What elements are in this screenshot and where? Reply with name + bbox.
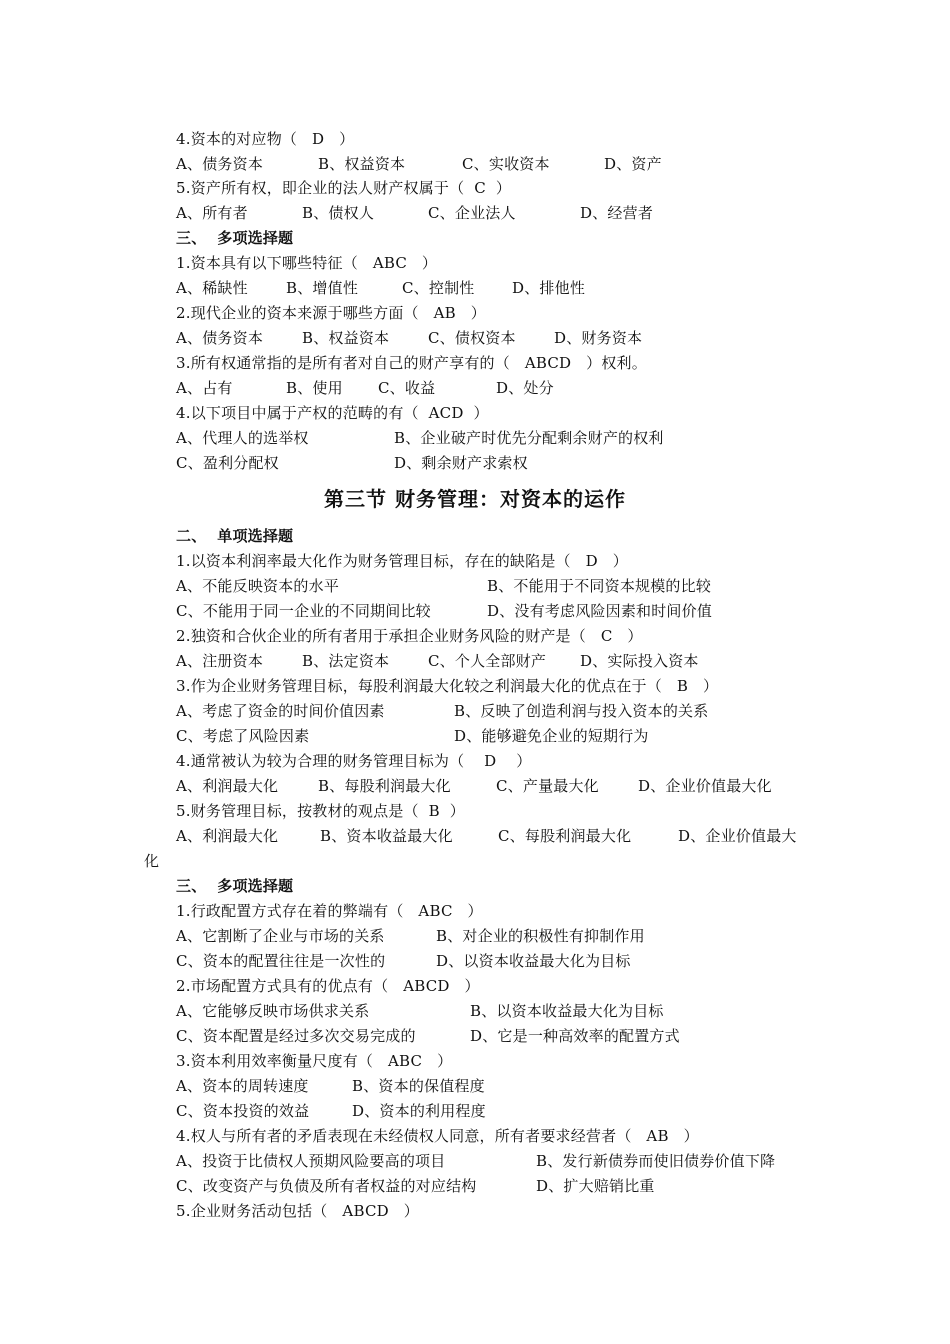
option-d: D、经营者 [580,204,654,222]
option-a: A、投资于比债权人预期风险要高的项目 [176,1152,446,1170]
option-a: A、债务资本 [176,329,264,347]
option-d: D、实际投入资本 [580,652,699,670]
option-b: D、剩余财产求索权 [394,454,528,472]
option-b: B、发行新债券而使旧债券价值下降 [536,1152,776,1170]
option-a: A、不能反映资本的水平 [176,577,340,595]
option-b: D、它是一种高效率的配置方式 [470,1027,680,1045]
wrapped-text: 化 [144,852,160,870]
option-c: C、企业法人 [428,204,516,222]
option-a: A、代理人的选举权 [176,429,309,447]
option-a: C、资本配置是经过多次交易完成的 [176,1027,416,1045]
option-c: C、产量最大化 [496,777,599,795]
question-text: 4.通常被认为较为合理的财务管理目标为（ D ） [176,752,532,770]
section-title: 第三节 财务管理：对资本的运作 [324,487,626,511]
question-text: 5.企业财务活动包括（ ABCD ） [176,1202,419,1220]
option-b: D、以资本收益最大化为目标 [436,952,631,970]
option-b: B、权益资本 [302,329,390,347]
question-text: 4.资本的对应物（ D ） [176,130,355,148]
question-text: 3.作为企业财务管理目标，每股利润最大化较之利润最大化的优点在于（ B ） [176,677,719,695]
subsection-heading: 三、 多项选择题 [176,229,294,247]
option-c: C、控制性 [402,279,475,297]
question-text: 4.权人与所有者的矛盾表现在未经债权人同意，所有者要求经营者（ AB ） [176,1127,699,1145]
option-b: B、权益资本 [318,155,406,173]
option-a: A、债务资本 [176,155,264,173]
option-a: C、考虑了风险因素 [176,727,310,745]
option-b: B、以资本收益最大化为目标 [470,1002,664,1020]
option-d: D、企业价值最大化 [638,777,772,795]
option-b: D、扩大赔销比重 [536,1177,655,1195]
question-text: 3.所有权通常指的是所有者对自己的财产享有的（ ABCD ）权利。 [176,354,647,372]
question-text: 4.以下项目中属于产权的范畴的有（ ACD ） [176,404,489,422]
question-text: 2.现代企业的资本来源于哪些方面（ AB ） [176,304,486,322]
option-b: B、每股利润最大化 [318,777,451,795]
option-a: A、利润最大化 [176,777,279,795]
option-a: A、占有 [176,379,233,397]
option-b: D、能够避免企业的短期行为 [454,727,649,745]
subsection-heading: 三、 多项选择题 [176,877,294,895]
question-text: 5.财务管理目标，按教材的观点是（ B ） [176,802,466,820]
option-b: B、资本收益最大化 [320,827,453,845]
question-text: 5.资产所有权，即企业的法人财产权属于（ C ） [176,179,512,197]
option-b: B、债权人 [302,204,375,222]
question-text: 2.独资和合伙企业的所有者用于承担企业财务风险的财产是（ C ） [176,627,643,645]
question-text: 1.行政配置方式存在着的弊端有（ ABC ） [176,902,483,920]
option-a: C、不能用于同一企业的不同期间比较 [176,602,431,620]
option-c: C、每股利润最大化 [498,827,632,845]
option-c: C、收益 [378,379,436,397]
option-b: B、法定资本 [302,652,390,670]
option-a: A、注册资本 [176,652,264,670]
question-text: 1.资本具有以下哪些特征（ ABC ） [176,254,438,272]
option-a: C、资本投资的效益 [176,1102,310,1120]
option-d: D、排他性 [512,279,586,297]
option-b: D、资本的利用程度 [352,1102,486,1120]
option-a: A、考虑了资金的时间价值因素 [176,702,385,720]
option-c: C、债权资本 [428,329,516,347]
option-b: B、增值性 [286,279,359,297]
question-text: 2.市场配置方式具有的优点有（ ABCD ） [176,977,480,995]
option-c: C、实收资本 [462,155,550,173]
question-text: 1.以资本利润率最大化作为财务管理目标，存在的缺陷是（ D ） [176,552,628,570]
option-b: D、没有考虑风险因素和时间价值 [487,602,713,620]
subsection-heading: 二、 单项选择题 [176,527,294,545]
option-a: A、资本的周转速度 [176,1077,309,1095]
question-text: 3.资本利用效率衡量尺度有（ ABC ） [176,1052,453,1070]
option-b: B、使用 [286,379,343,397]
option-d: D、处分 [496,379,554,397]
option-b: B、对企业的积极性有抑制作用 [436,927,645,945]
option-a: A、所有者 [176,204,248,222]
option-a: C、资本的配置往往是一次性的 [176,952,386,970]
option-a: A、它能够反映市场供求关系 [176,1002,370,1020]
option-a: A、稀缺性 [176,279,248,297]
option-a: A、利润最大化 [176,827,279,845]
option-b: B、资本的保值程度 [352,1077,485,1095]
option-b: B、企业破产时优先分配剩余财产的权利 [394,429,664,447]
option-b: B、反映了创造利润与投入资本的关系 [454,702,709,720]
option-d: D、财务资本 [554,329,643,347]
option-a: A、它割断了企业与市场的关系 [176,927,385,945]
option-a: C、改变资产与负债及所有者权益的对应结构 [176,1177,477,1195]
option-d: D、企业价值最大 [678,827,797,845]
option-b: B、不能用于不同资本规模的比较 [487,577,712,595]
option-c: C、个人全部财产 [428,652,547,670]
option-a: C、盈利分配权 [176,454,279,472]
option-d: D、资产 [604,155,662,173]
